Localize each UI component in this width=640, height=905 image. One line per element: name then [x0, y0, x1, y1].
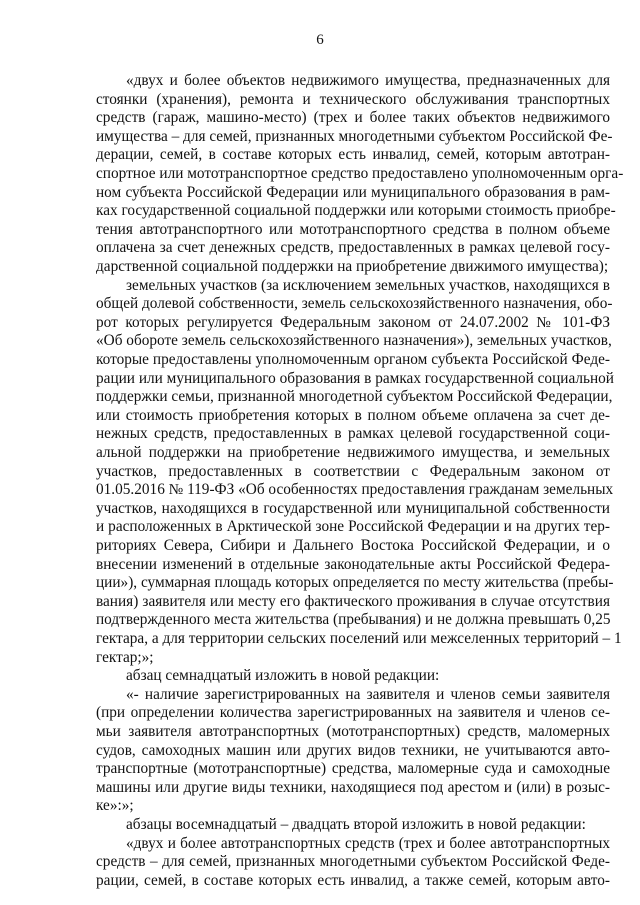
- text-line: спортное или мототранспортное средство предоставлено уполномоченным орга-: [96, 165, 624, 182]
- text-line: абзац семнадцатый изложить в новой редакции:: [126, 667, 440, 685]
- text-line: тения автотранспортного или мототранспортного средства в полном объеме: [96, 220, 610, 238]
- text-line: средств (гараж, машино-место) (трех и более таких объектов недвижимого: [96, 109, 610, 127]
- text-line: имущества – для семей, признанных многодетными субъектом Российской Фе-: [96, 127, 613, 145]
- text-line: ном субъекта Российской Федерации или муниципального образования в рам-: [96, 183, 610, 201]
- text-line: риториях Севера, Сибири и Дальнего Востока Российской Федерации, и о: [96, 537, 610, 554]
- text-line: (при определении количества зарегистрированных на заявителя и членов се-: [96, 704, 610, 722]
- text-line: дарственной социальной поддержки на приобретение движимого имущества);: [96, 258, 609, 275]
- text-line: ках государственной социальной поддержки или которыми стоимость приобре-: [96, 202, 616, 220]
- text-line: оплачена за счет денежных средств, предоставленных в рамках целевой госу-: [96, 239, 610, 257]
- text-line: которые предоставлены уполномоченным органом субъекта Российской Феде-: [96, 351, 610, 368]
- text-line: «двух и более автотранспортных средств (трех и более автотранспортных: [126, 834, 610, 852]
- text-line: поддержки семьи, признанной многодетной субъектом Российской Федерации,: [96, 388, 613, 406]
- text-line: участков, предоставленных в соответствии с Федеральным законом от: [96, 462, 610, 480]
- text-line: рации, семей, в составе которых есть инвалид, а также семей, которым авто-: [96, 871, 610, 889]
- text-line: ции»), суммарная площадь которых определяется по месту жительства (пребы-: [96, 574, 614, 592]
- text-line: участков, находящихся в государственной или муниципальной собственности: [96, 499, 610, 517]
- text-line: рации или муниципального образования в рамках государственной социальной: [96, 369, 614, 387]
- text-line: стоянки (хранения), ремонта и технического обслуживания транспортных: [96, 90, 610, 108]
- text-line: транспортные (мототранспортные) средства, маломерные суда и самоходные: [96, 760, 610, 778]
- text-line: альной поддержки на приобретение недвижимого имущества, и земельных: [96, 444, 610, 461]
- text-line: абзацы восемнадцатый – двадцать второй изложить в новой редакции:: [126, 816, 586, 833]
- text-line: внесении изменений в отдельные законодательные акты Российской Федера-: [96, 555, 610, 573]
- text-line: нежных средств, предоставленных в рамках целевой государственной соци-: [96, 425, 610, 443]
- text-line: или стоимость приобретения которых в полном объеме оплачена за счет де-: [96, 406, 610, 424]
- text-line: гектара, а для территории сельских поселений или межселенных территорий – 1: [96, 630, 622, 647]
- text-line: мьи заявителя автотранспортных (мототранспортных) средств, маломерных: [96, 723, 610, 740]
- text-line: вания) заявителя или месту его фактического проживания в случае отсутствия: [96, 592, 610, 610]
- text-line: «- наличие зарегистрированных на заявителя и членов семьи заявителя: [126, 685, 610, 703]
- text-line: земельных участков (за исключением земельных участков, находящихся в: [126, 276, 610, 294]
- text-line: машины или другие виды техники, находящиеся под арестом и (или) в розыс-: [96, 778, 610, 796]
- text-line: общей долевой собственности, земель сельскохозяйственного назначения, обо-: [96, 295, 613, 313]
- text-line: 01.05.2016 № 119-ФЗ «Об особенностях предоставления гражданам земельных: [96, 481, 614, 499]
- text-line: «двух и более объектов недвижимого имущества, предназначенных для: [126, 72, 610, 89]
- page-number: 6: [316, 32, 324, 48]
- text-line: «Об обороте земель сельскохозяйственного назначения»), земельных участков,: [96, 332, 612, 350]
- text-line: дерации, семей, в составе которых есть инвалид, семей, которым автотран-: [96, 146, 610, 164]
- text-line: судов, самоходных машин или других видов техники, не учитываются авто-: [96, 741, 610, 759]
- text-line: ке»:»;: [96, 797, 134, 815]
- text-line: и расположенных в Арктической зоне Российской Федерации и на других тер-: [96, 518, 610, 536]
- text-line: рот которых регулируется Федеральным законом от 24.07.2002 № 101-ФЗ: [96, 313, 610, 331]
- text-line: средств – для семей, признанных многодетными субъектом Российской Феде-: [96, 853, 610, 871]
- text-line: гектар;»;: [96, 648, 154, 666]
- text-line: подтвержденного места жительства (пребывания) и не должна превышать 0,25: [96, 611, 611, 629]
